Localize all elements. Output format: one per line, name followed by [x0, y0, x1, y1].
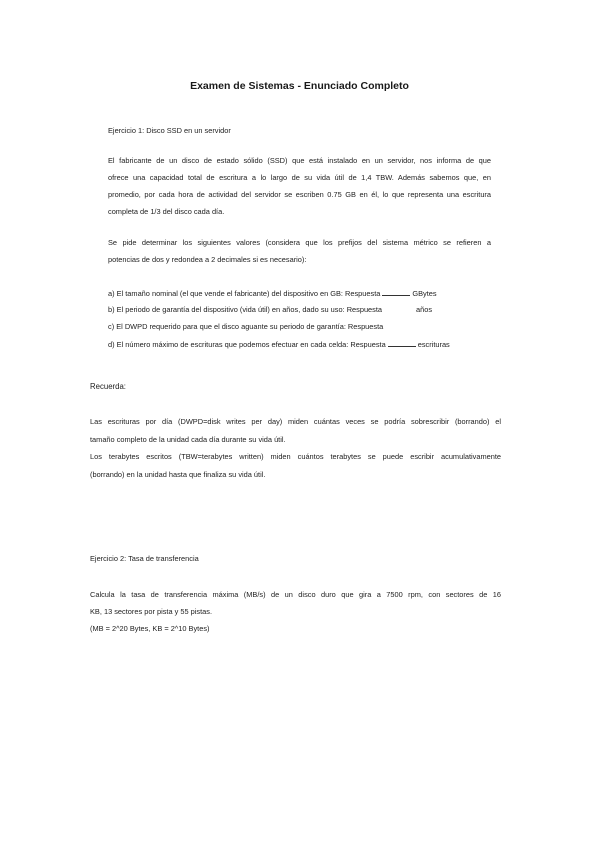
exercise2-line2: KB, 13 sectores por pista y 55 pistas.: [90, 607, 213, 616]
item-a-answer-blank[interactable]: [382, 288, 410, 296]
exercise2-line3: (MB = 2^20 Bytes, KB = 2^10 Bytes): [90, 624, 210, 633]
exercise2-line1: Calcula la tasa de transferencia máxima (MB/s) de un disco duro que gira a 7500 rpm, con sectores de 16: [90, 590, 501, 599]
remember-line2: tamaño completo de la unidad cada día durante su vida útil.: [90, 435, 286, 444]
item-d-unit: escrituras: [417, 340, 450, 349]
exercise1-paragraph2-line2: potencias de dos y redondea a 2 decimales si es necesario):: [108, 255, 307, 264]
remember-line3: Los terabytes escritos (TBW=terabytes written) miden cuántos terabytes se puede escribir acumulativamente: [90, 452, 501, 461]
item-b: [108, 305, 432, 315]
exercise1-paragraph1-line4: completa de 1/3 del disco cada día.: [108, 207, 225, 216]
item-d: [108, 339, 450, 350]
item-c-text: c) El DWPD requerido para que el disco aguante su periodo de garantía: Respuesta: [108, 322, 384, 331]
exercise1-paragraph1-line3: promedio, por cada hora de actividad del servidor se escriben 0.75 GB en él, lo que representa una escritura: [108, 190, 491, 199]
item-d-answer-blank[interactable]: [388, 339, 416, 347]
exercise1-heading: Ejercicio 1: Disco SSD en un servidor: [108, 126, 231, 135]
item-a-unit: GBytes: [412, 289, 437, 298]
item-a: [108, 288, 437, 299]
remember-heading: Recuerda:: [90, 382, 126, 391]
exercise1-paragraph1-line2: ofrece una capacidad total de escritura a lo largo de su vida útil de 1,4 TBW. Además sabemos que, en: [108, 173, 491, 182]
remember-line1: Las escrituras por día (DWPD=disk writes per day) miden cuántas veces se podría sobrescribir (borrando) el: [90, 417, 501, 426]
exercise1-paragraph1-line1: El fabricante de un disco de estado sólido (SSD) que está instalado en un servidor, nos informa de que: [108, 156, 491, 165]
exercise1-paragraph2-line1: Se pide determinar los siguientes valores (considera que los prefijos del sistema métrico se refieren a: [108, 238, 491, 247]
page-title: Examen de Sistemas - Enunciado Completo: [190, 80, 409, 92]
exercise2-heading: Ejercicio 2: Tasa de transferencia: [90, 554, 199, 563]
item-a-text: a) El tamaño nominal (el que vende el fabricante) del dispositivo en GB: Respuesta: [108, 289, 381, 298]
item-b-text: b) El periodo de garantía del dispositivo (vida útil) en años, dado su uso: Respuesta: [108, 305, 383, 314]
remember-line4: (borrando) en la unidad hasta que finaliza su vida útil.: [90, 470, 266, 479]
item-d-text: d) El número máximo de escrituras que podemos efectuar en cada celda: Respuesta: [108, 340, 386, 349]
item-c: [108, 322, 383, 332]
item-b-unit: años: [416, 305, 433, 314]
